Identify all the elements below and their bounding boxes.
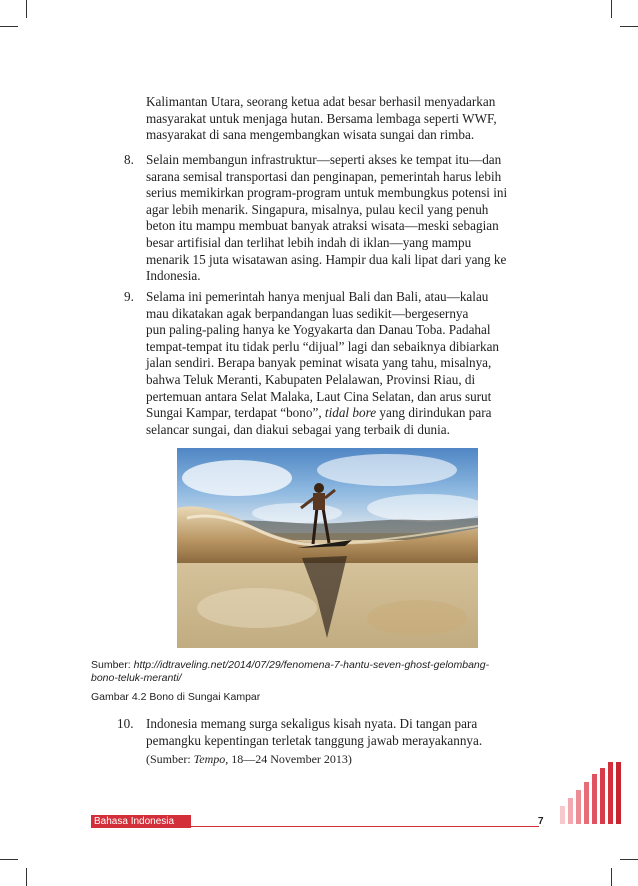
item-9-line: Selama ini pemerintah hanya menjual Bali dan Bali, atau—kalau — [146, 289, 489, 304]
tidal-bore-term: tidal bore — [324, 405, 377, 421]
item-9-line: jalan sendiri. Berapa banyak peminat wisata yang tahu, misalnya, — [146, 355, 492, 371]
item-9-text: Sungai Kampar, terdapat “bono”, — [146, 405, 325, 421]
item-9-line: bahwa Teluk Meranti, Kabupaten Pelalawan, Provinsi Riau, di — [146, 371, 476, 387]
item-8-line: besar artifisial dan terlihat lebih indah di iklan—yang mampu — [146, 234, 472, 250]
crop-mark-tl-v — [26, 0, 27, 18]
footer-rule — [191, 826, 539, 827]
crop-mark-tr-v — [611, 0, 612, 18]
book-title: Bahasa Indonesia — [94, 816, 175, 827]
item-8-line: beton itu mampu membuat banyak atraksi wisata—meski sebagian — [146, 218, 499, 234]
item-9-number: 9. — [124, 289, 134, 304]
intro-line: masyarakat di sana mengembangkan wisata sungai dan rimba. — [146, 127, 475, 143]
figure-source-url-continued: bono-teluk-meranti/ — [91, 672, 182, 684]
bono-photo-illustration — [177, 448, 478, 648]
figure-caption: Gambar 4.2 Bono di Sungai Kampar — [91, 691, 261, 703]
intro-line: Kalimantan Utara, seorang ketua adat besar berhasil menyadarkan — [146, 94, 496, 109]
item-10-number: 10. — [117, 716, 134, 731]
item-8-line: sarana semisal transportasi dan penginapan, pemerintah harus lebih — [146, 168, 502, 184]
crop-mark-bl-h — [0, 859, 18, 860]
item-9-line: mau dikatakan agak berpandangan luas sedikit—bergesernya — [146, 305, 469, 321]
item-8-line: Indonesia. — [146, 268, 201, 284]
item-8-number: 8. — [124, 152, 134, 167]
item-8-line: serius memikirkan program-program untuk membungkus potensi ini — [146, 185, 508, 201]
item-9-line: selancar sungai, dan diakui sebagai yang terbaik di dunia. — [146, 421, 450, 437]
item-8-line: agar lebih menarik. Singapura, misalnya, pulau kecil yang penuh — [146, 201, 489, 217]
item-9-line: pun paling-paling hanya ke Yogyakarta dan Danau Toba. Padahal — [146, 322, 491, 338]
source-citation-prefix: (Sumber: — [146, 752, 194, 766]
item-10-paragraph — [146, 716, 530, 749]
item-8-line: menarik 15 juta wisatawan asing. Hampir dua kali lipat dari yang ke — [146, 251, 507, 267]
crop-mark-bl-v — [26, 868, 27, 886]
figure-source-url: http://idtraveling.net/2014/07/29/fenomena-7-hantu-seven-ghost-gelombang- — [133, 659, 490, 671]
item-10-line: pemangku kepentingan terletak tanggung jawab merayakannya. — [146, 732, 483, 748]
item-10-line: Indonesia memang surga sekaligus kisah nyata. Di tangan para — [146, 716, 478, 731]
intro-line: masyarakat untuk menjaga hutan. Bersama lembaga seperti WWF, — [146, 110, 497, 126]
crop-mark-br-v — [611, 868, 612, 886]
item-9-line — [146, 405, 530, 422]
source-citation-date: , 18—24 November 2013) — [225, 752, 352, 766]
intro-paragraph — [146, 94, 530, 144]
source-citation — [146, 751, 352, 768]
page-number: 7 — [538, 816, 544, 827]
item-9-paragraph — [146, 289, 530, 438]
bono-photo — [177, 448, 478, 648]
item-8-paragraph — [146, 152, 530, 285]
crop-mark-tr-h — [620, 26, 638, 27]
item-8-line: Selain membangun infrastruktur—seperti akses ke tempat itu—dan — [146, 152, 502, 167]
source-citation-magazine: Tempo — [193, 752, 226, 766]
item-9-line: pertemuan antara Selat Malaka, Laut Cina Selatan, dan arus surut — [146, 388, 492, 404]
item-9-line: tempat-tempat itu tidak perlu “dijual” lagi dan sebaiknya dibiarkan — [146, 338, 500, 354]
crop-mark-br-h — [620, 859, 638, 860]
crop-mark-tl-h — [0, 26, 18, 27]
decorative-stripes — [560, 762, 622, 824]
figure-source-label: Sumber: — [91, 659, 134, 671]
item-9-text: yang dirindukan para — [376, 405, 492, 421]
figure-source — [91, 659, 551, 685]
